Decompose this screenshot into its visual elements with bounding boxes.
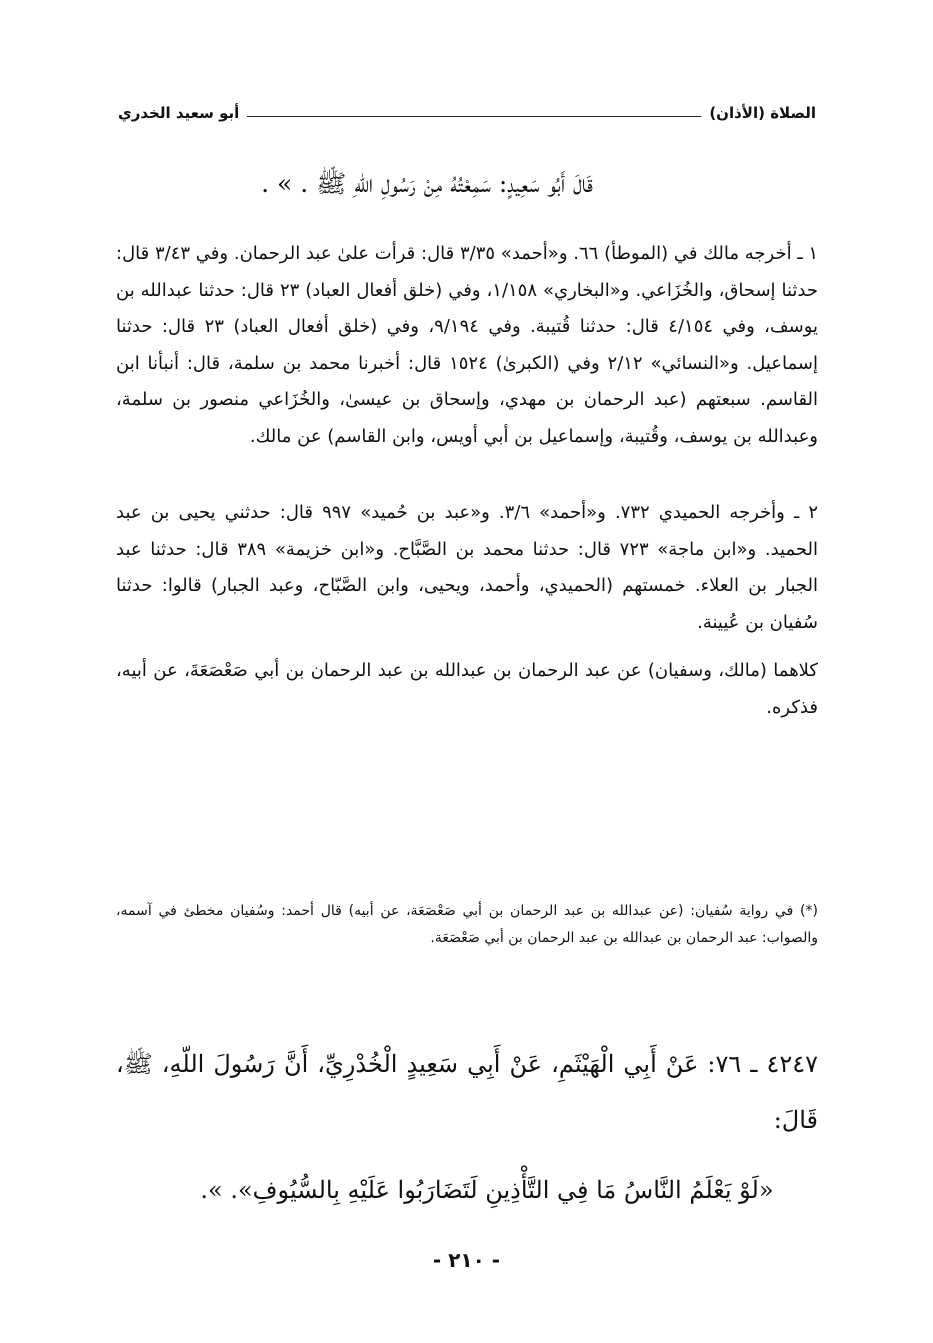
header-rule — [247, 116, 701, 117]
note-spacer — [116, 455, 818, 495]
note-1: ١ ـ أخرجه مالك في (الموطأ) ٦٦. و«أحمد» ٣/٣٥ قال: قرأت علىٰ عبد الرحمان. وفي ٣/٤٣ قال: حدثنا إسحاق، والخُزَاعي. و«البخاري» ١/١٥٨، وفي (خلق أفعال العباد) ٢٣ قال: حدثنا عبدالله بن يوسف، وفي ٤/١٥٤ قال: حدثنا قُتيبة. وفي ٩/١٩٤، وفي (خلق أفعال العباد) ٢٣ قال: حدثنا إسماعيل. و«النسائي» ٢/١٢ وفي (الكبرىٰ) ١٥٢٤ قال: أخبرنا محمد بن سلمة، قال: أنبأنا ابن القاسم. سبعتهم (عبد الرحمان بن مهدي، وإسحاق بن عيسىٰ، والخُزَاعي منصور بن سلمة، وعبدالله بن يوسف، وقُتيبة، وإسماعيل بن أبي أويس، وابن القاسم) عن مالك. — [116, 243, 819, 447]
note-spacer — [116, 641, 818, 653]
page-number: - ٢١٠ - — [432, 1248, 501, 1272]
header-narrator: أبو سعيد الخدري — [118, 104, 240, 122]
hadith-text: «لَوْ يَعْلَمُ النَّاسُ مَا فِي التَّأْذِينِ لَتَضَارَبُوا عَلَيْهِ بِالسُّيُوفِ». ». — [200, 1176, 774, 1204]
note-3: كلاهما (مالك، وسفيان) عن عبد الرحمان بن عبدالله بن عبد الرحمان بن أبي صَعْصَعَةَ، عن أبيه، فذكره. — [116, 660, 818, 718]
footnote: (*) في رواية سُفيان: (عن عبدالله بن عبد الرحمان بن أبي صَعْصَعَة، عن أبيه) قال أحمد: وسُفيان مخطئ في آسمه، والصواب: عبد الرحمان بن عبدالله بن عبد الرحمان بن أبي صَعْصَعَة. — [116, 903, 818, 946]
hadith-intro: ٤٢٤٧ ـ ٧٦: عَنْ أَبِي الْهَيْثَمِ، عَنْ أَبِي سَعِيدٍ الْخُدْرِيِّ، أَنَّ رَسُولَ اللّهِ، ﷺ، قَالَ: — [116, 1050, 818, 1134]
running-header — [118, 92, 816, 122]
takhrij-notes — [116, 236, 818, 726]
note-2: ٢ ـ وأخرجه الحميدي ٧٣٢. و«أحمد» ٣/٦. و«عبد بن حُميد» ٩٩٧ قال: حدثني يحيى بن عبد الحميد. و«ابن ماجة» ٧٢٣ قال: حدثنا محمد بن الصَّبَّاح. و«ابن خزيمة» ٣٨٩ قال: حدثنا عبد الجبار بن العلاء. خمستهم (الحميدي، وأحمد، ويحيى، وابن الصَّبّاح، وعبد الجبار) قالوا: حدثنا سُفيان بن عُيينة. — [116, 502, 818, 633]
hadith-quote-line: قَالَ أَبُو سَعِيدٍ: سَمِعْتُهُ مِنْ رَسُولِ اللّهِ ﷺ . » . — [261, 169, 593, 198]
header-chapter: الصلاة (الأذان) — [709, 104, 816, 122]
